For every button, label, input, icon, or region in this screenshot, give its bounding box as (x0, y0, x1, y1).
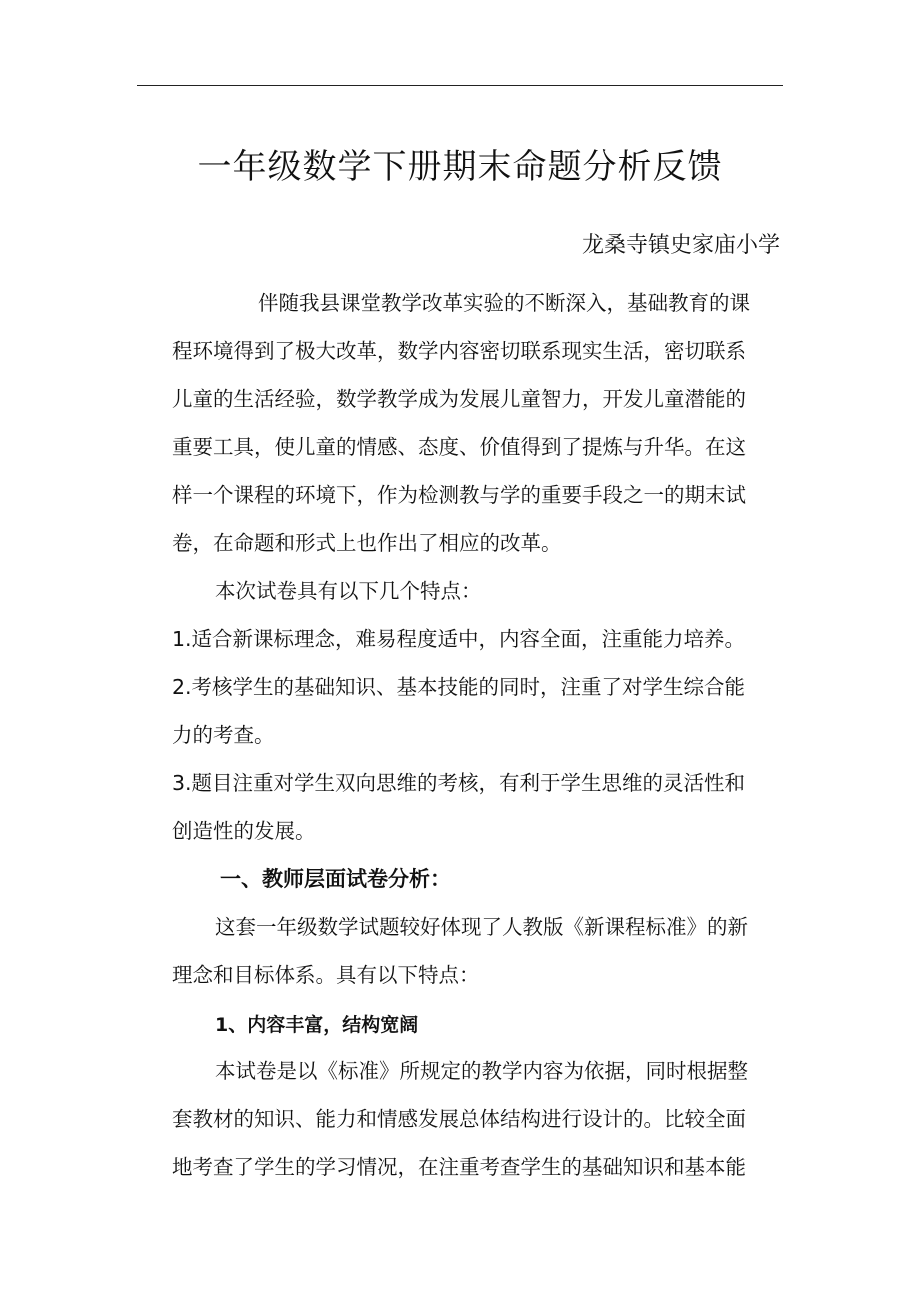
feature-item-2-cont: 力的考查。 (172, 723, 275, 747)
paragraph-line: 套教材的知识、能力和情感发展总体结构进行设计的。比较全面 (172, 1107, 746, 1131)
paragraph-line: 伴随我县课堂教学改革实验的不断深入，基础教育的课 (258, 291, 750, 315)
school-name: 龙桑寺镇史家庙小学 (581, 233, 780, 258)
paragraph-line: 卷，在命题和形式上也作出了相应的改革。 (172, 531, 562, 555)
paragraph-line: 重要工具，使儿童的情感、态度、价值得到了提炼与升华。在这 (172, 435, 746, 459)
section-heading: 一、教师层面试卷分析： (220, 867, 451, 891)
paragraph-line: 程环境得到了极大改革，数学内容密切联系现实生活，密切联系 (172, 339, 746, 363)
paragraph-line: 样一个课程的环境下，作为检测教与学的重要手段之一的期末试 (172, 483, 746, 507)
paragraph-line: 地考查了学生的学习情况，在注重考查学生的基础知识和基本能 (172, 1155, 746, 1179)
subsection-heading: 1、内容丰富，结构宽阔 (215, 1014, 419, 1036)
feature-item-3: 3.题目注重对学生双向思维的考核，有利于学生思维的灵活性和 (172, 771, 746, 795)
features-intro: 本次试卷具有以下几个特点： (215, 579, 482, 603)
document-title: 一年级数学下册期末命题分析反馈 (197, 147, 723, 187)
paragraph-line: 本试卷是以《标准》所规定的教学内容为依据，同时根据整 (215, 1059, 748, 1083)
paragraph-line: 儿童的生活经验，数学教学成为发展儿童智力，开发儿童潜能的 (172, 387, 746, 411)
feature-item-3-cont: 创造性的发展。 (172, 819, 316, 843)
paragraph-line: 这套一年级数学试题较好体现了人教版《新课程标准》的新 (215, 915, 748, 939)
feature-item-1: 1.适合新课标理念，难易程度适中，内容全面，注重能力培养。 (172, 627, 746, 651)
paragraph-line: 理念和目标体系。具有以下特点： (172, 963, 480, 987)
header-rule (137, 85, 783, 86)
feature-item-2: 2.考核学生的基础知识、基本技能的同时，注重了对学生综合能 (172, 675, 746, 699)
